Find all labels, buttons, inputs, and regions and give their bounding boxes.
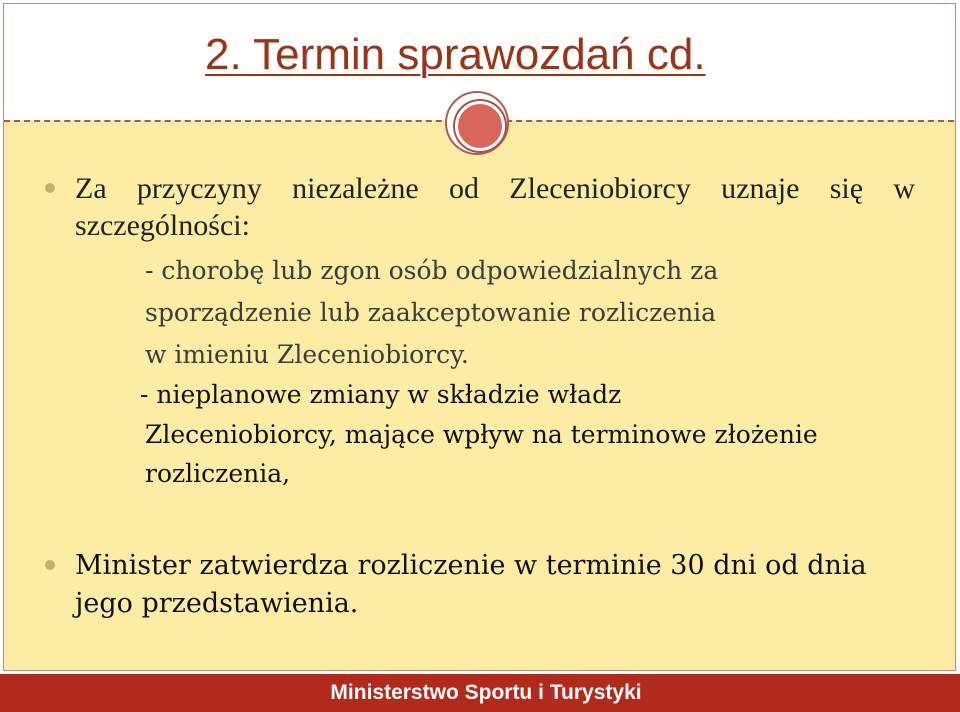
bullet-dot-icon: [45, 560, 55, 570]
sub-item-illness-line-1: - chorobę lub zgon osób odpowiedzialnych za: [145, 256, 719, 285]
sub-item-changes-line-1: - nieplanowe zmiany w składzie władz: [140, 380, 622, 409]
bullet-item-approval: [75, 547, 915, 623]
sub-item-illness-line-3: w imieniu Zleceniobiorcy.: [145, 340, 469, 369]
bullet-text: Za przyczyny niezależne od Zleceniobiorcy uznaje się w szczególności:: [75, 172, 915, 242]
sub-item-changes-line-2: Zleceniobiorcy, mające wpływ na terminowe złożenie: [145, 420, 818, 449]
circle-ornament-icon: [445, 91, 509, 155]
sub-item-changes-line-3: rozliczenia,: [145, 459, 291, 488]
footer-bar: [0, 674, 960, 712]
circle-ornament-center: [455, 101, 505, 151]
slide-title: 2. Termin sprawozdań cd.: [205, 30, 706, 79]
footer-ministry-name: Ministerstwo Sportu i Turystyki: [330, 681, 642, 704]
bullet-item-causes: [75, 170, 915, 244]
bullet-dot-icon: [45, 183, 55, 193]
sub-item-illness-line-2: sporządzenie lub zaakceptowanie rozliczenia: [145, 298, 717, 327]
bullet-text: Minister zatwierdza rozliczenie w terminie 30 dni od dnia jego przedstawienia.: [75, 550, 867, 619]
